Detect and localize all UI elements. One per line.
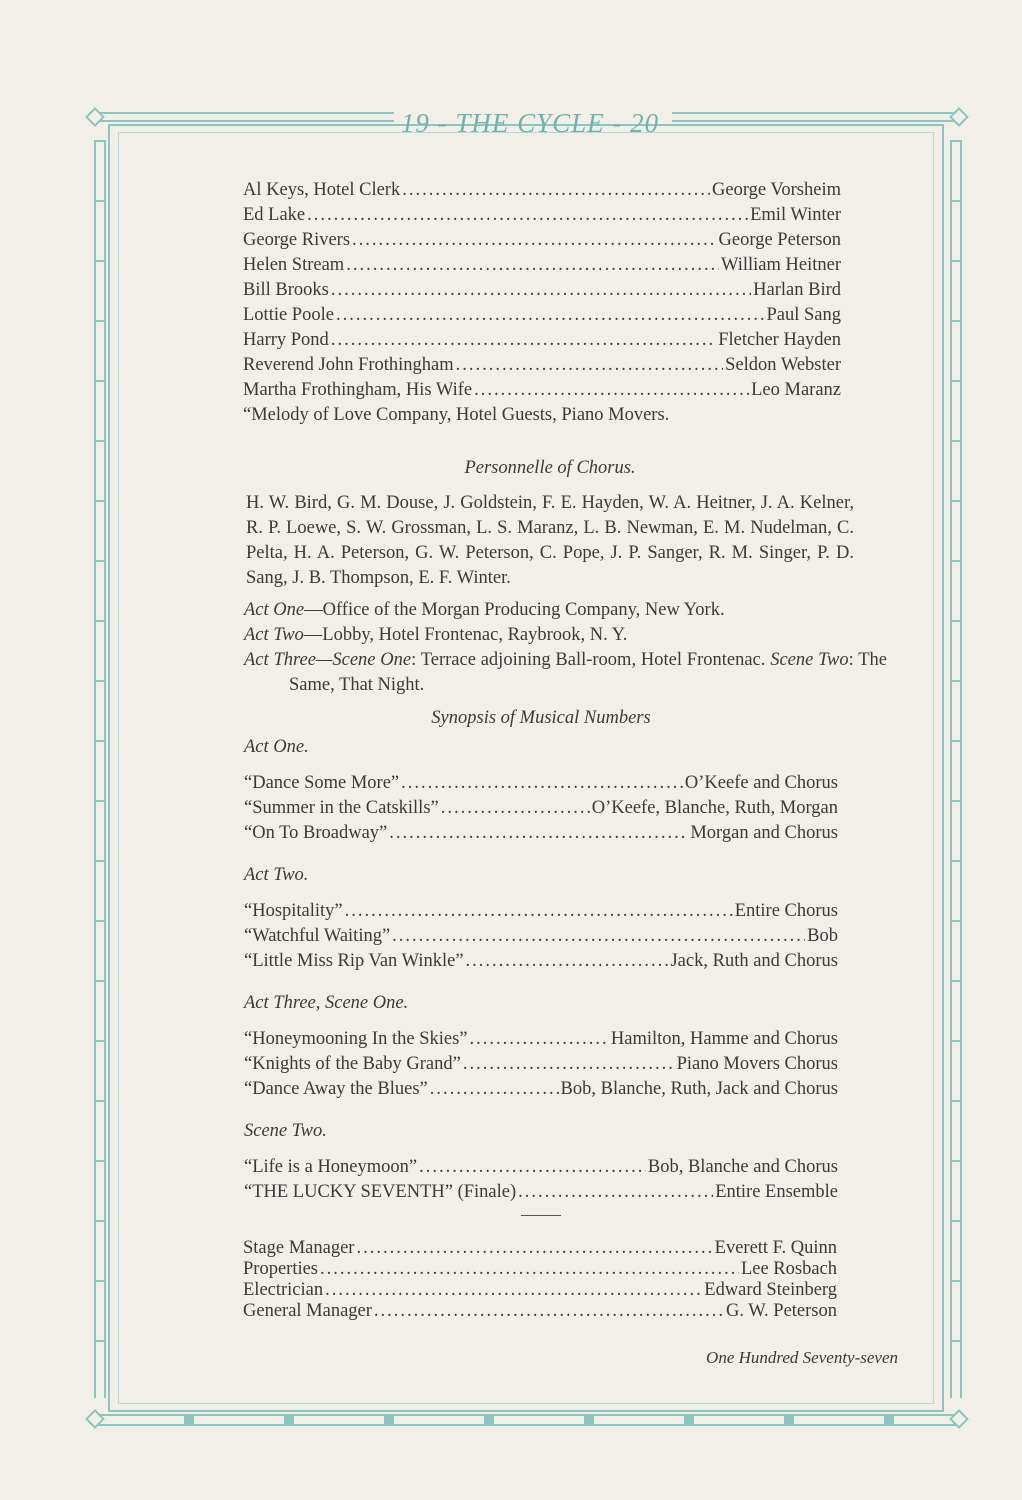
cast-row: [243, 178, 841, 203]
cast-actor: George Peterson: [718, 230, 841, 250]
staff-row: Electrician ..... Edward Steinberg: [243, 1280, 837, 1301]
number-row: “Watchful Waiting” ..... Bob: [244, 924, 838, 949]
cast-row: [243, 228, 841, 253]
cast-role: Reverend John Frothingham: [243, 355, 454, 375]
left-border-strip: [94, 140, 106, 1398]
cast-row: [243, 203, 841, 228]
cast-row: [243, 378, 841, 403]
chorus-members: H. W. Bird, G. M. Douse, J. Goldstein, F. E. Hayden, W. A. Heitner, J. A. Kelner, R. P. Loewe, S. W. Grossman, L. S. Maranz, L. B. Newman, E. M. Nudelman, C. Pelta, H. A. Peterson, G. W. Peterson, C. Pope, J. P. Sanger, R. M. Singer, P. D. Sang, J. B. Thompson, E. F. Winter.: [246, 493, 854, 588]
staff-row: Properties ..... Lee Rosbach: [243, 1259, 837, 1280]
number-row: “THE LUCKY SEVENTH” (Finale) ..... Entire Ensemble: [244, 1180, 838, 1205]
number-row: “Dance Some More” ..... O’Keefe and Chorus: [244, 771, 838, 796]
setting-act-three: Act Three—Scene One: Terrace adjoining Ball-room, Hotel Frontenac. Scene Two: The Same, That Night.: [244, 650, 888, 695]
cast-note: “Melody of Love Company, Hotel Guests, Piano Movers.: [243, 405, 670, 425]
cast-role: Ed Lake: [243, 205, 306, 225]
cast-role: Helen Stream: [243, 255, 345, 275]
cast-actor: Paul Sang: [766, 305, 841, 325]
page-number: One Hundred Seventy-seven: [706, 1348, 898, 1367]
synopsis-heading: Synopsis of Musical Numbers: [431, 708, 651, 728]
cast-role: Lottie Poole: [243, 305, 334, 325]
setting-act-two: Act Two—Lobby, Hotel Frontenac, Raybrook, N. Y.: [244, 625, 628, 645]
cast-row: [243, 328, 841, 353]
top-border-rule-right: [672, 112, 962, 122]
right-border-strip: [950, 140, 962, 1398]
act-title: Scene Two.: [244, 1121, 327, 1141]
corner-ornament-icon: [85, 107, 105, 127]
setting-act-one: Act One—Office of the Morgan Producing Company, New York.: [244, 600, 725, 620]
number-row: “Dance Away the Blues” ..... Bob, Blanche, Ruth, Jack and Chorus: [244, 1077, 838, 1102]
staff-list: [243, 1238, 837, 1322]
number-row: “Hospitality” ..... Entire Chorus: [244, 899, 838, 924]
cast-list: [243, 178, 841, 428]
chorus-section: [246, 456, 854, 591]
cast-role: Al Keys, Hotel Clerk: [243, 180, 401, 200]
bottom-border-rule: [94, 1414, 962, 1426]
number-row: “Little Miss Rip Van Winkle” ..... Jack, Ruth and Chorus: [244, 949, 838, 974]
act-title: Act Two.: [244, 865, 309, 885]
top-border-rule-left: [94, 112, 394, 122]
cast-actor: Emil Winter: [750, 205, 841, 225]
cast-role: Harry Pond: [243, 330, 329, 350]
cast-actor: Seldon Webster: [725, 355, 841, 375]
corner-ornament-icon: [949, 107, 969, 127]
number-row: “Honeymooning In the Skies” ..... Hamilton, Hamme and Chorus: [244, 1027, 838, 1052]
staff-row: Stage Manager ..... Everett F. Quinn: [243, 1238, 837, 1259]
number-row: “Summer in the Catskills” ..... O’Keefe, Blanche, Ruth, Morgan: [244, 796, 838, 821]
cast-actor: Leo Maranz: [751, 380, 841, 400]
cast-role: George Rivers: [243, 230, 351, 250]
cast-actor: Harlan Bird: [753, 280, 841, 300]
cast-actor: William Heitner: [721, 255, 841, 275]
cast-actor: Fletcher Hayden: [718, 330, 841, 350]
number-row: “Life is a Honeymoon” ..... Bob, Blanche and Chorus: [244, 1155, 838, 1180]
cast-row: [243, 303, 841, 328]
act-settings: [244, 598, 888, 698]
number-row: “On To Broadway” ..... Morgan and Chorus: [244, 821, 838, 846]
cast-row: [243, 278, 841, 303]
cast-row: [243, 253, 841, 278]
cast-row: [243, 353, 841, 378]
staff-row: General Manager ..... G. W. Peterson: [243, 1301, 837, 1322]
act-title: Act Three, Scene One.: [244, 993, 409, 1013]
page-header-title: 19 - THE CYCLE - 20: [400, 108, 660, 138]
act-title: Act One.: [244, 737, 309, 757]
chorus-heading: Personnelle of Chorus.: [464, 458, 636, 478]
synopsis-section: [244, 706, 838, 1228]
cast-actor: George Vorsheim: [712, 180, 841, 200]
cast-role: Bill Brooks: [243, 280, 329, 300]
section-divider: [521, 1215, 561, 1216]
number-row: “Knights of the Baby Grand” ..... Piano Movers Chorus: [244, 1052, 838, 1077]
cast-role: Martha Frothingham, His Wife: [243, 380, 473, 400]
